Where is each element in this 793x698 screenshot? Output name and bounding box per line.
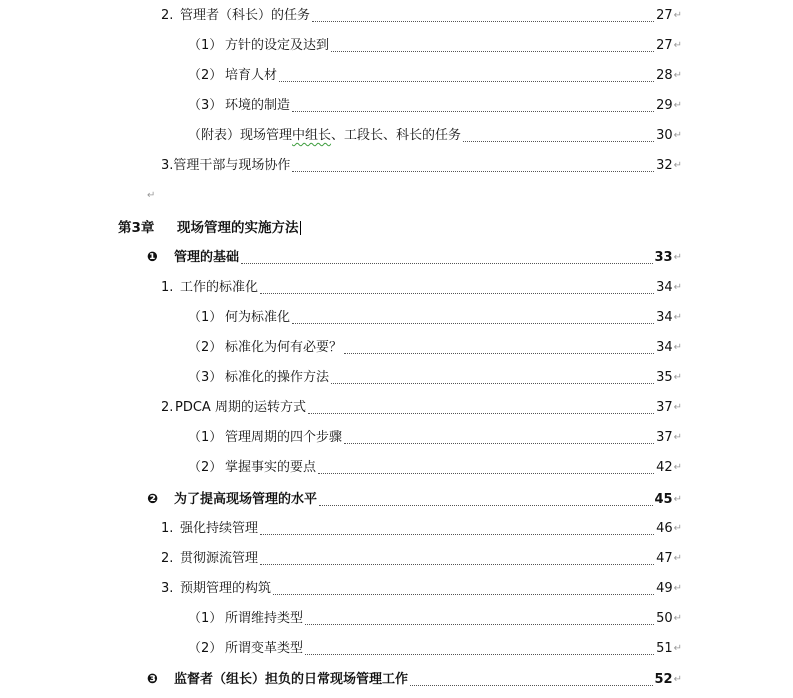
toc-entry-number: 1. [161, 521, 174, 536]
text-cursor [300, 221, 301, 235]
toc-entry[interactable] [161, 549, 682, 569]
toc-entry-title: 何为标准化 [225, 310, 291, 325]
paragraph-mark: ↵ [673, 613, 682, 624]
dot-leader [344, 443, 654, 444]
paragraph-mark: ↵ [673, 160, 682, 171]
toc-entry-title: 管理者（科长）的任务 [180, 8, 311, 23]
paragraph-mark: ↵ [673, 100, 682, 111]
toc-entry-title: 管理周期的四个步骤 [225, 430, 343, 445]
toc-entry[interactable] [161, 398, 682, 418]
toc-page-number: 34 [656, 340, 673, 355]
toc-entry[interactable] [161, 519, 682, 539]
toc-entry-number: （2） [188, 340, 223, 355]
toc-entry-title-part: 、工段长、科长的任务 [331, 128, 462, 143]
toc-entry-title: 标准化的操作方法 [225, 370, 330, 385]
toc-entry-title: 3.管理干部与现场协作 [161, 158, 291, 173]
toc-entry-number: 3. [161, 581, 174, 596]
toc-entry[interactable] [147, 670, 682, 690]
toc-page-number: 52 [654, 672, 673, 687]
toc-entry[interactable] [188, 36, 682, 56]
toc-entry-title: 环境的制造 [225, 98, 291, 113]
toc-entry[interactable] [188, 96, 682, 116]
dot-leader [318, 473, 654, 474]
paragraph-mark: ↵ [673, 494, 682, 505]
toc-entry-number: （2） [188, 641, 223, 656]
paragraph-mark: ↵ [673, 282, 682, 293]
toc-entry-number: ❶ [147, 250, 159, 265]
dot-leader [292, 171, 654, 172]
toc-page-number: 50 [656, 611, 673, 626]
dot-leader [305, 624, 654, 625]
dot-leader [308, 413, 654, 414]
toc-entry[interactable] [188, 458, 682, 478]
toc-entry-title: 管理的基础 [174, 250, 240, 265]
paragraph-mark: ↵ [147, 190, 156, 201]
toc-entry-title: 贯彻源流管理 [180, 551, 259, 566]
dot-leader [463, 141, 654, 142]
dot-leader [410, 685, 653, 686]
paragraph-mark: ↵ [673, 130, 682, 141]
toc-entry[interactable] [188, 639, 682, 659]
toc-page-number: 34 [656, 280, 673, 295]
paragraph-mark: ↵ [673, 70, 682, 81]
toc-entry-number: （1） [188, 611, 223, 626]
toc-page-number: 33 [654, 250, 673, 265]
toc-entry-number: （3） [188, 98, 223, 113]
toc-page-number: 32 [656, 158, 673, 173]
toc-entry-title-part: 中组长 [292, 128, 332, 143]
toc-page-number: 49 [656, 581, 673, 596]
dot-leader [241, 263, 653, 264]
paragraph-mark: ↵ [673, 372, 682, 383]
paragraph-mark: ↵ [673, 553, 682, 564]
toc-page-number: 35 [656, 370, 673, 385]
toc-page-number: 28 [656, 68, 673, 83]
dot-leader [279, 81, 654, 82]
toc-entry-title: 为了提高现场管理的水平 [174, 492, 318, 507]
toc-page-number: 42 [656, 460, 673, 475]
toc-entry-title: 现场管理的实施方法 [177, 220, 299, 236]
dot-leader [260, 564, 654, 565]
toc-entry-number: 2. [161, 400, 174, 415]
toc-entry-number: （1） [188, 310, 223, 325]
toc-entry-title-part: （附表）现场管理 [188, 128, 293, 143]
toc-page-number: 51 [656, 641, 673, 656]
toc-page-number: 27 [656, 8, 673, 23]
paragraph-mark: ↵ [673, 462, 682, 473]
paragraph-mark: ↵ [673, 342, 682, 353]
toc-entry-title: 掌握事实的要点 [225, 460, 317, 475]
toc-entry-title: PDCA 周期的运转方式 [175, 400, 306, 415]
toc-entry[interactable] [188, 338, 682, 358]
toc-entry-title: 监督者（组长）担负的日常现场管理工作 [174, 672, 409, 687]
toc-entry-number: 1. [161, 280, 174, 295]
paragraph-mark: ↵ [673, 252, 682, 263]
toc-entry-number: （2） [188, 68, 223, 83]
toc-entry-number: ❷ [147, 492, 159, 507]
toc-entry-number: （1） [188, 38, 223, 53]
dot-leader [260, 293, 654, 294]
toc-entry-title: 工作的标准化 [180, 280, 259, 295]
toc-entry-title [188, 126, 461, 146]
toc-entry[interactable] [188, 126, 682, 146]
toc-page-number: 46 [656, 521, 673, 536]
toc-entry-title: 标准化为何有必要？ [225, 340, 343, 355]
toc-entry[interactable] [161, 6, 682, 26]
paragraph-mark: ↵ [673, 583, 682, 594]
paragraph-mark: ↵ [673, 40, 682, 51]
toc-entry-title: 方针的设定及达到 [225, 38, 330, 53]
dot-leader [292, 323, 654, 324]
toc-entry-number: 2. [161, 8, 174, 23]
toc-page-number: 47 [656, 551, 673, 566]
toc-entry[interactable] [147, 248, 682, 268]
toc-page-number: 45 [654, 492, 673, 507]
toc-entry-title: 预期管理的构筑 [180, 581, 272, 596]
toc-entry-title: 强化持续管理 [180, 521, 259, 536]
dot-leader [260, 534, 654, 535]
toc-entry-number: 2. [161, 551, 174, 566]
dot-leader [292, 111, 654, 112]
toc-entry[interactable] [188, 368, 682, 388]
toc-entry-number: （2） [188, 460, 223, 475]
dot-leader [331, 383, 654, 384]
paragraph-mark: ↵ [673, 432, 682, 443]
toc-entry[interactable] [188, 609, 682, 629]
toc-page-number: 34 [656, 310, 673, 325]
dot-leader [305, 654, 654, 655]
paragraph-mark: ↵ [673, 312, 682, 323]
toc-page-number: 37 [656, 400, 673, 415]
dot-leader [344, 353, 654, 354]
dot-leader [319, 505, 653, 506]
toc-entry-number: （1） [188, 430, 223, 445]
paragraph-mark: ↵ [673, 523, 682, 534]
toc-page-number: 30 [656, 128, 673, 143]
paragraph-mark: ↵ [673, 402, 682, 413]
dot-leader [312, 21, 654, 22]
toc-entry[interactable] [147, 490, 682, 510]
toc-chapter-heading[interactable] [118, 218, 682, 238]
paragraph-mark: ↵ [673, 674, 682, 685]
toc-entry[interactable] [188, 308, 682, 328]
toc-entry[interactable] [161, 579, 682, 599]
toc-entry[interactable] [161, 156, 682, 176]
toc-entry-number: 第3章 [118, 220, 155, 236]
toc-entry-title: 培育人材 [225, 68, 278, 83]
toc-entry-title: 所谓维持类型 [225, 611, 304, 626]
toc-entry-number: ❸ [147, 672, 159, 687]
toc-entry[interactable] [188, 66, 682, 86]
toc-page-number: 37 [656, 430, 673, 445]
toc-entry-number: （3） [188, 370, 223, 385]
paragraph-mark: ↵ [673, 10, 682, 21]
paragraph-mark: ↵ [673, 643, 682, 654]
toc-entry[interactable] [161, 278, 682, 298]
toc-page-number: 29 [656, 98, 673, 113]
toc-page-number: 27 [656, 38, 673, 53]
dot-leader [273, 594, 654, 595]
dot-leader [331, 51, 654, 52]
toc-entry-title: 所谓变革类型 [225, 641, 304, 656]
toc-entry[interactable] [188, 428, 682, 448]
